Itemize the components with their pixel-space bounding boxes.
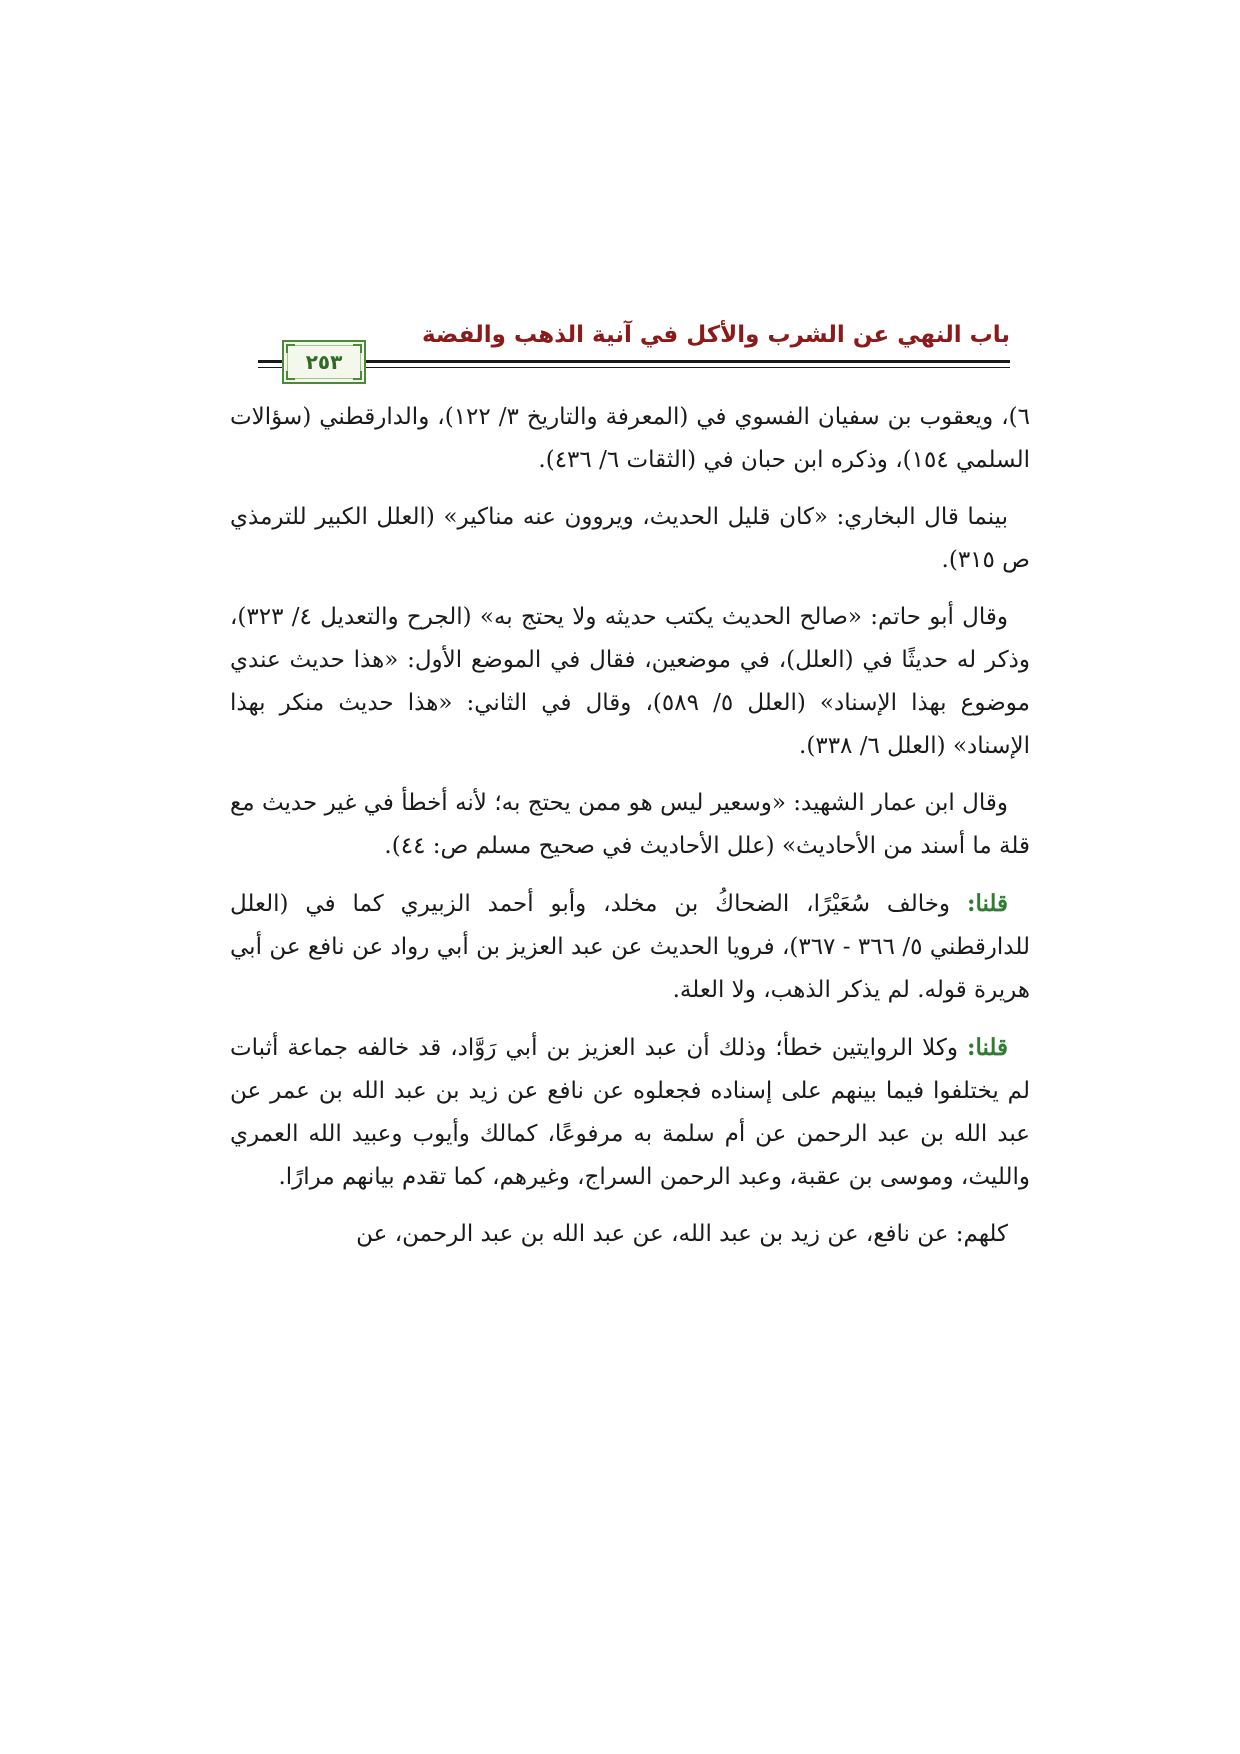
paragraph-text: وكلا الروايتين خطأ؛ وذلك أن عبد العزيز بن أبي رَوَّاد، قد خالفه جماعة أثبات لم يختلفوا فيما بينهم على إسناده فجعلوه عن نافع عن زيد بن عبد الله بن عمر عن عبد الله بن عبد الرحمن عن أم سلمة به مرفوعًا، كمالك وأيوب وعبيد الله العمري والليث، وموسى بن عقبة، وعبد الرحمن السراج، وغيرهم، كما تقدم بيانهم مرارًا. [230,1035,1030,1190]
ornament-corner-icon [353,371,362,380]
paragraph-7 [230,1213,1030,1256]
paragraph-3 [230,596,1030,768]
chapter-title: باب النهي عن الشرب والأكل في آنية الذهب والفضة [421,322,1010,348]
paragraph-2 [230,496,1030,582]
paragraph-text: وقال أبو حاتم: «صالح الحديث يكتب حديثه ولا يحتج به» (الجرح والتعديل ٤/ ٣٢٣)، وذكر له حديثًا في (العلل)، في موضعين، فقال في الموضع الأول: «هذا حديث عندي موضوع بهذا الإسناد» (العلل ٥/ ٥٨٩)، وقال في الثاني: «هذا حديث منكر بهذا الإسناد» (العلل ٦/ ٣٣٨). [230,604,1030,759]
page-header [258,318,1010,386]
ornament-corner-icon [286,371,295,380]
header-rule-right [366,360,1010,368]
page-number: ٢٥٣ [305,350,343,374]
page-body [230,396,1030,1270]
qulna-label: قلنا: [966,890,1009,917]
header-rule-left [258,360,282,368]
paragraph-text: وقال ابن عمار الشهيد: «وسعير ليس هو ممن يحتج به؛ لأنه أخطأ في غير حديث مع قلة ما أسند من الأحاديث» (علل الأحاديث في صحيح مسلم ص: ٤٤). [230,790,1030,859]
page-number-badge [282,340,366,384]
paragraph-text: كلهم: عن نافع، عن زيد بن عبد الله، عن عبد الله بن عبد الرحمن، عن [356,1221,1008,1247]
paragraph-text: ٦)، ويعقوب بن سفيان الفسوي في (المعرفة والتاريخ ٣/ ١٢٢)، والدارقطني (سؤالات السلمي ١٥٤)، وذكره ابن حبان في (الثقات ٦/ ٤٣٦). [230,404,1030,473]
qulna-label: قلنا: [966,1034,1009,1061]
ornament-corner-icon [353,344,362,353]
ornament-corner-icon [286,344,295,353]
paragraph-4 [230,782,1030,868]
paragraph-6 [230,1026,1030,1199]
paragraph-text: وخالف سُعَيْرًا، الضحاكُ بن مخلد، وأبو أحمد الزبيري كما في (العلل للدارقطني ٥/ ٣٦٦ - ٣٦٧)، فرويا الحديث عن عبد العزيز بن أبي رواد عن نافع عن أبي هريرة قوله. لم يذكر الذهب، ولا العلة. [230,891,1030,1003]
paragraph-5 [230,882,1030,1012]
paragraph-text: بينما قال البخاري: «كان قليل الحديث، ويروون عنه مناكير» (العلل الكبير للترمذي ص ٣١٥). [230,504,1030,573]
paragraph-1 [230,396,1030,482]
